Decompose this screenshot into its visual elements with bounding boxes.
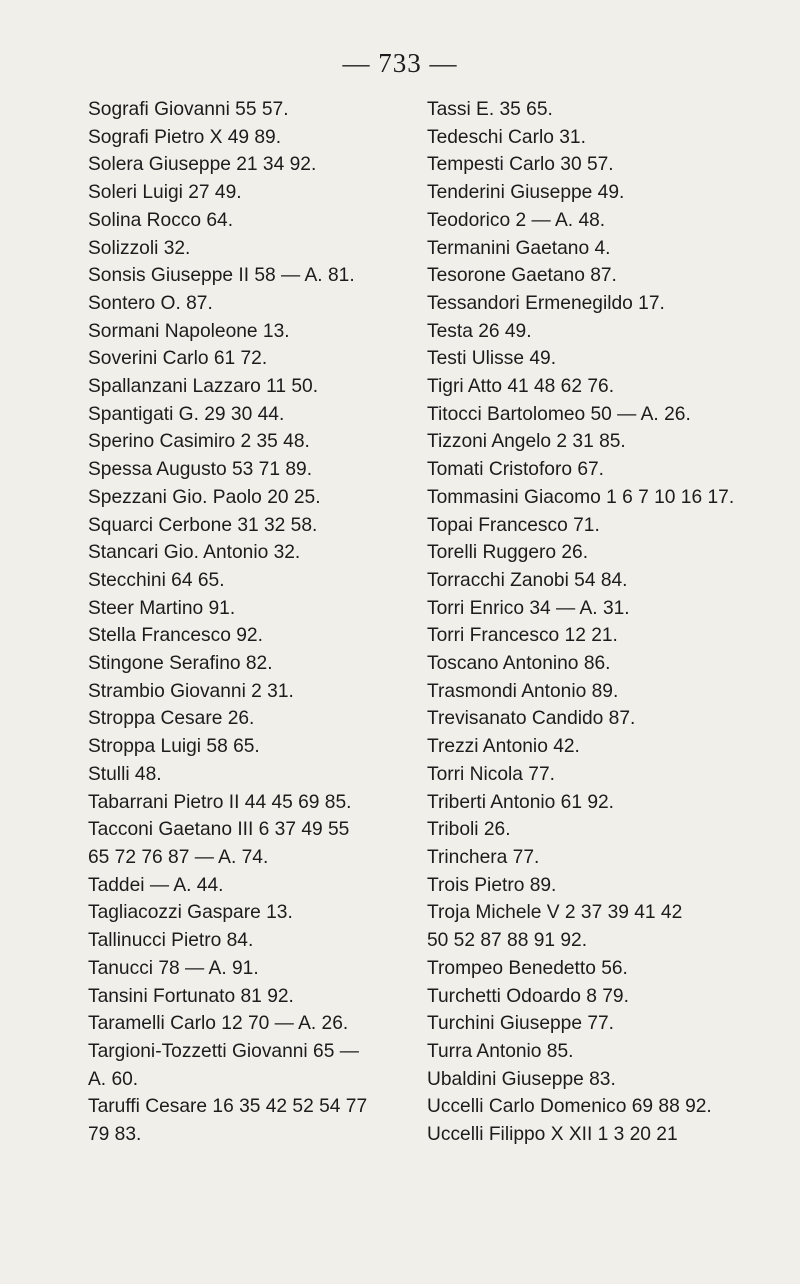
index-entry: Targioni-Tozzetti Giovanni 65 — — [88, 1040, 359, 1062]
index-entry: Tanucci 78 — A. 91. — [88, 957, 259, 979]
index-entry: Taruffi Cesare 16 35 42 52 54 77 — [88, 1096, 368, 1118]
index-entry: Stulli 48. — [88, 763, 162, 785]
index-entry: Tempesti Carlo 30 57. — [427, 154, 614, 176]
index-entry: Stancari Gio. Antonio 32. — [88, 542, 301, 564]
index-entry: Titocci Bartolomeo 50 — A. 26. — [427, 403, 691, 425]
index-entry: Triboli 26. — [427, 819, 511, 841]
index-entry: Tassi E. 35 65. — [427, 99, 553, 120]
index-entry: Solizzoli 32. — [88, 237, 191, 259]
index-entry: Torri Nicola 77. — [427, 763, 555, 785]
index-entry: Trinchera 77. — [427, 846, 540, 868]
index-entry: Tenderini Giuseppe 49. — [427, 182, 625, 204]
index-entry: Sontero O. 87. — [88, 292, 213, 314]
index-entry: Spantigati G. 29 30 44. — [88, 403, 285, 425]
index-entry: Tabarrani Pietro II 44 45 69 85. — [88, 791, 352, 813]
index-entry: Testa 26 49. — [427, 320, 532, 342]
index-entry: Torelli Ruggero 26. — [427, 542, 589, 564]
index-entry: Stingone Serafino 82. — [88, 653, 273, 675]
index-entry: Trezzi Antonio 42. — [427, 736, 580, 758]
index-entry: Toscano Antonino 86. — [427, 653, 611, 675]
index-entry: Torri Francesco 12 21. — [427, 625, 618, 647]
index-entry: Sografi Pietro X 49 89. — [88, 126, 282, 148]
index-entry: Tigri Atto 41 48 62 76. — [427, 376, 615, 398]
index-entry: Troja Michele V 2 37 39 41 42 — [427, 902, 683, 924]
index-entry: Sperino Casimiro 2 35 48. — [88, 431, 310, 453]
index-entry: Turchetti Odoardo 8 79. — [427, 985, 629, 1007]
index-entry: Topai Francesco 71. — [427, 514, 600, 536]
index-entry: Strambio Giovanni 2 31. — [88, 680, 294, 702]
index-entry: 79 83. — [88, 1124, 142, 1146]
index-entry: Uccelli Filippo X XII 1 3 20 21 — [427, 1124, 678, 1146]
index-column-left — [88, 96, 448, 1149]
index-entry: Soverini Carlo 61 72. — [88, 348, 268, 370]
index-entry: Tizzoni Angelo 2 31 85. — [427, 431, 626, 453]
index-entry: Taddei — A. 44. — [88, 874, 224, 896]
index-entry: Termanini Gaetano 4. — [427, 237, 611, 259]
index-entry: Torracchi Zanobi 54 84. — [427, 569, 628, 591]
index-entry: Tommasini Giacomo 1 6 7 10 16 17. — [427, 486, 735, 508]
index-entry: Tagliacozzi Gaspare 13. — [88, 902, 293, 924]
index-entry: 65 72 76 87 — A. 74. — [88, 846, 269, 868]
index-entry: Uccelli Carlo Domenico 69 88 92. — [427, 1096, 712, 1118]
index-entry: Squarci Cerbone 31 32 58. — [88, 514, 318, 536]
index-entry: Soleri Luigi 27 49. — [88, 182, 242, 204]
index-entry: Trompeo Benedetto 56. — [427, 957, 628, 979]
index-entry: Trevisanato Candido 87. — [427, 708, 636, 730]
index-entry: Sormani Napoleone 13. — [88, 320, 290, 342]
index-entry: Spezzani Gio. Paolo 20 25. — [88, 486, 321, 508]
index-entry: Spallanzani Lazzaro 11 50. — [88, 376, 319, 398]
index-entry: Tesorone Gaetano 87. — [427, 265, 617, 287]
index-entry: Teodorico 2 — A. 48. — [427, 209, 606, 231]
page-number: — 733 — — [342, 48, 458, 78]
index-entry: Stroppa Luigi 58 65. — [88, 736, 260, 758]
index-entry: Tessandori Ermenegildo 17. — [427, 292, 665, 314]
index-entry: Tomati Cristoforo 67. — [427, 459, 605, 481]
index-entry: Stecchini 64 65. — [88, 569, 225, 591]
index-entry: Ubaldini Giuseppe 83. — [427, 1068, 616, 1090]
index-entry: Tallinucci Pietro 84. — [88, 930, 254, 952]
index-entry: 50 52 87 88 91 92. — [427, 930, 588, 952]
index-entry: Torri Enrico 34 — A. 31. — [427, 597, 630, 619]
index-entry: Turra Antonio 85. — [427, 1040, 574, 1062]
index-column-right — [427, 96, 787, 1149]
index-entry: Solina Rocco 64. — [88, 209, 234, 231]
index-entry: Spessa Augusto 53 71 89. — [88, 459, 313, 481]
index-entry: Turchini Giuseppe 77. — [427, 1013, 615, 1035]
index-entry: A. 60. — [88, 1068, 139, 1090]
index-entry: Solera Giuseppe 21 34 92. — [88, 154, 317, 176]
index-entry: Sografi Giovanni 55 57. — [88, 99, 289, 120]
index-entry: Tacconi Gaetano III 6 37 49 55 — [88, 819, 350, 841]
index-entry: Triberti Antonio 61 92. — [427, 791, 615, 813]
index-entry: Steer Martino 91. — [88, 597, 236, 619]
index-entry: Trois Pietro 89. — [427, 874, 557, 896]
index-entry: Taramelli Carlo 12 70 — A. 26. — [88, 1013, 349, 1035]
index-entry: Tedeschi Carlo 31. — [427, 126, 586, 148]
index-entry: Stroppa Cesare 26. — [88, 708, 255, 730]
index-entry: Tansini Fortunato 81 92. — [88, 985, 294, 1007]
index-entry: Testi Ulisse 49. — [427, 348, 557, 370]
index-entry: Stella Francesco 92. — [88, 625, 263, 647]
index-entry: Sonsis Giuseppe II 58 — A. 81. — [88, 265, 355, 287]
index-entry: Trasmondi Antonio 89. — [427, 680, 619, 702]
